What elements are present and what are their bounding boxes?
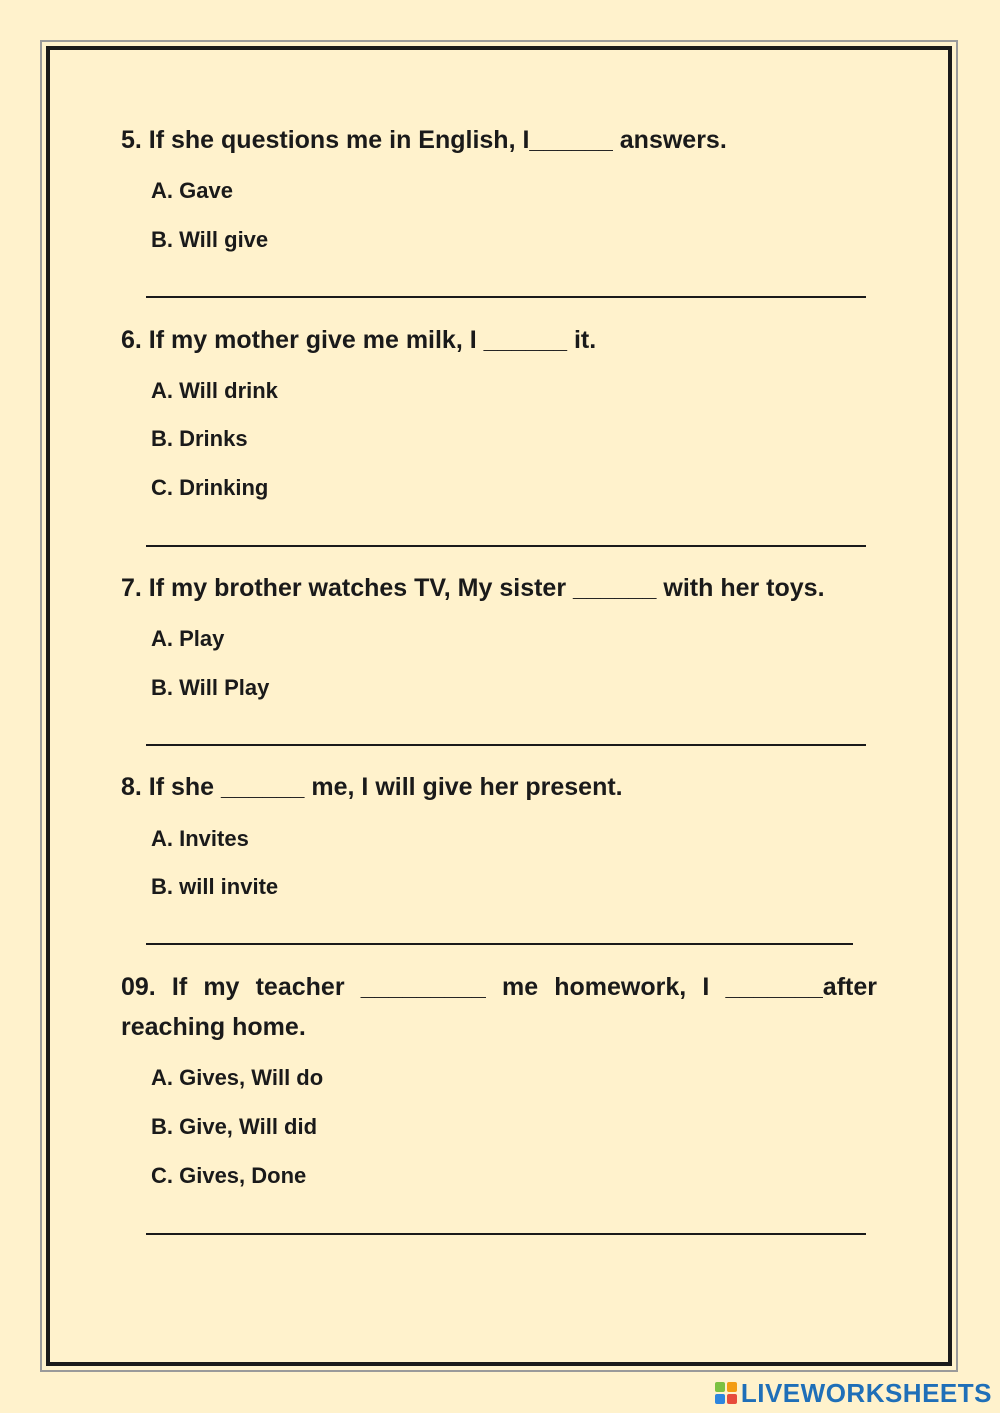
question-5-option-b[interactable]: B. Will give [151, 227, 269, 252]
question-9-option-a[interactable]: A. Gives, Will do [151, 1065, 324, 1090]
logo-square-orange [727, 1382, 737, 1392]
liveworksheets-logo-text: LIVEWORKSHEETS [740, 1378, 992, 1408]
logo-square-green [715, 1382, 725, 1392]
question-7-text: 7. If my brother watches TV, My sister ______ with her toys. [121, 574, 825, 602]
question-9-text-line-1: 09. If my teacher _________ me homework, I _______after [121, 973, 877, 1001]
question-9-text-line-2: reaching home. [121, 1013, 306, 1041]
question-6-answer-line[interactable] [146, 545, 866, 547]
question-9-text [121, 967, 877, 1047]
logo-square-red [727, 1394, 737, 1404]
question-7-answer-line[interactable] [146, 744, 866, 746]
question-7-option-b[interactable]: B. Will Play [151, 675, 270, 700]
question-6-option-c[interactable]: C. Drinking [151, 475, 269, 500]
question-9-option-c[interactable]: C. Gives, Done [151, 1163, 307, 1188]
question-5-option-a[interactable]: A. Gave [151, 178, 233, 203]
question-6-option-a[interactable]: A. Will drink [151, 378, 278, 403]
liveworksheets-logo-icon [715, 1382, 737, 1404]
question-7-option-a[interactable]: A. Play [151, 626, 225, 651]
question-8-option-a[interactable]: A. Invites [151, 826, 249, 851]
question-5-text: 5. If she questions me in English, I______ answers. [121, 126, 727, 154]
liveworksheets-logo[interactable] [715, 1378, 992, 1408]
question-9-option-b[interactable]: B. Give, Will did [151, 1114, 318, 1139]
question-9-answer-line[interactable] [146, 1233, 866, 1235]
logo-square-blue [715, 1394, 725, 1404]
question-6-option-b[interactable]: B. Drinks [151, 426, 248, 451]
question-8-option-b[interactable]: B. will invite [151, 874, 279, 899]
question-8-answer-line[interactable] [146, 943, 853, 945]
question-5-answer-line[interactable] [146, 296, 866, 298]
question-6-text: 6. If my mother give me milk, I ______ it. [121, 326, 597, 354]
question-8-text: 8. If she ______ me, I will give her present. [121, 773, 623, 801]
